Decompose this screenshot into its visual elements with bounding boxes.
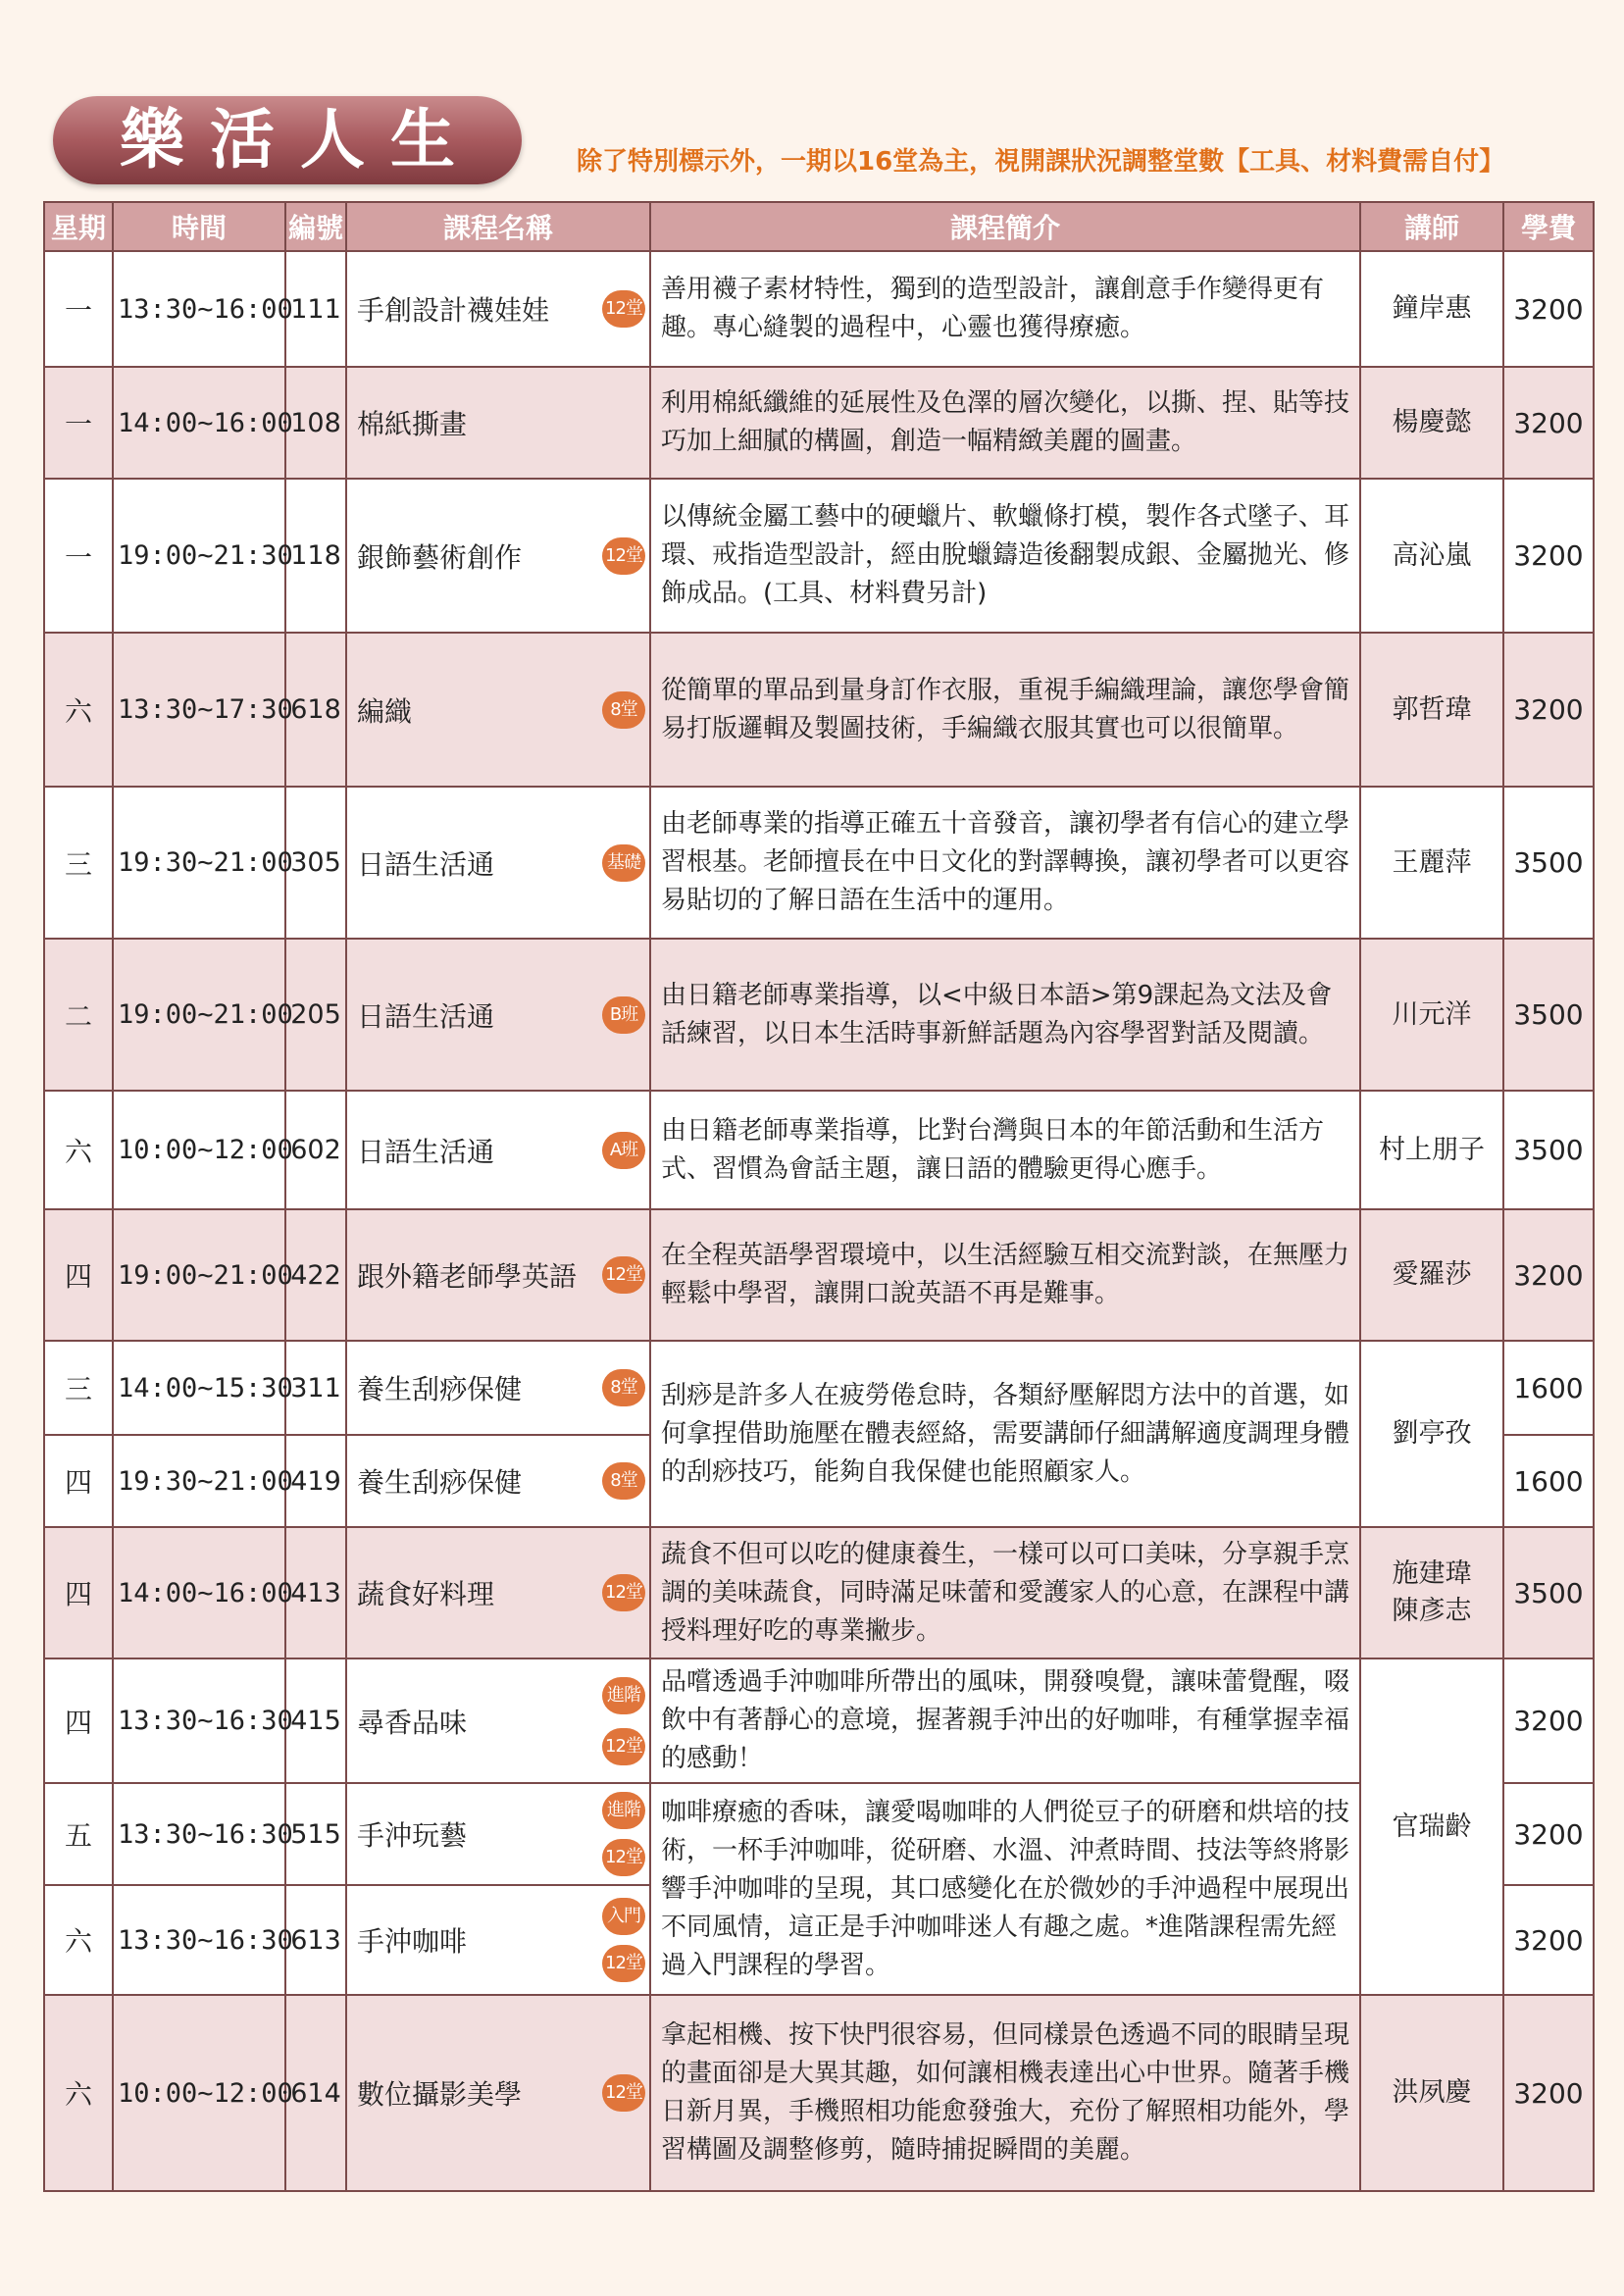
session-badge: 12堂: [602, 537, 645, 575]
time-cell: 10:00~12:00: [113, 1091, 285, 1209]
class-badge: B班: [602, 996, 645, 1034]
day-cell: 三: [44, 1341, 113, 1435]
time-cell: 10:00~12:00: [113, 1995, 285, 2191]
session-badge: 12堂: [602, 2074, 645, 2112]
session-badge: 12堂: [602, 1945, 645, 1982]
course-name-cell: [346, 1885, 650, 1995]
course-name-cell: [346, 1091, 650, 1209]
code-cell: 515: [285, 1783, 346, 1885]
code-cell: 415: [285, 1658, 346, 1783]
course-name: 銀飾藝術創作: [357, 540, 523, 574]
fee-cell: 3200: [1503, 1885, 1594, 1995]
desc-cell: 蔬食不但可以吃的健康養生，一樣可以可口美味，分享親手烹調的美味蔬食，同時滿足味蕾和愛護家人的心意，在課程中講授料理好吃的專業撇步。: [650, 1527, 1360, 1658]
fee-cell: 3200: [1503, 633, 1594, 787]
table-row: [44, 1209, 1594, 1341]
col-header-fee: 學費: [1503, 202, 1594, 251]
day-cell: 六: [44, 633, 113, 787]
day-cell: 六: [44, 1091, 113, 1209]
session-badge: 12堂: [602, 1839, 645, 1876]
teacher-name: 施建瑋: [1392, 1558, 1472, 1589]
teacher-cell: 楊慶懿: [1360, 367, 1503, 479]
session-badge: 12堂: [602, 1574, 645, 1611]
fee-cell: 3500: [1503, 1091, 1594, 1209]
desc-cell: 由老師專業的指導正確五十音發音，讓初學者有信心的建立學習根基。老師擅長在中日文化的對譯轉換，讓初學者可以更容易貼切的了解日語在生活中的運用。: [650, 787, 1360, 939]
time-cell: 19:00~21:00: [113, 1209, 285, 1341]
time-cell: 19:30~21:00: [113, 787, 285, 939]
teacher-cell: 王麗萍: [1360, 787, 1503, 939]
table-row: [44, 367, 1594, 479]
fee-cell: 3200: [1503, 251, 1594, 367]
table-row: [44, 1091, 1594, 1209]
table-row: [44, 1658, 1594, 1783]
course-name-cell: [346, 1435, 650, 1527]
time-cell: 13:30~16:00: [113, 251, 285, 367]
desc-cell: 善用襪子素材特性，獨到的造型設計，讓創意手作變得更有趣。專心縫製的過程中，心靈也獲得療癒。: [650, 251, 1360, 367]
desc-cell: 品嚐透過手沖咖啡所帶出的風味，開發嗅覺，讓味蕾覺醒，啜飲中有著靜心的意境，握著親手沖出的好咖啡，有種掌握幸福的感動！: [650, 1658, 1360, 1783]
level-badge: 基礎: [602, 844, 645, 882]
day-cell: 六: [44, 1885, 113, 1995]
fee-cell: 3500: [1503, 787, 1594, 939]
fee-cell: 1600: [1503, 1435, 1594, 1527]
teacher-name: 陳彥志: [1392, 1596, 1472, 1626]
desc-cell: 拿起相機、按下快門很容易，但同樣景色透過不同的眼睛呈現的畫面卻是大異其趣，如何讓相機表達出心中世界。隨著手機日新月異，手機照相功能愈發強大，充份了解照相功能外，學習構圖及調整修剪，隨時捕捉瞬間的美麗。: [650, 1995, 1360, 2191]
fee-cell: 3200: [1503, 1995, 1594, 2191]
table-row: [44, 1527, 1594, 1658]
teacher-cell: 官瑞齡: [1360, 1658, 1503, 1995]
day-cell: 一: [44, 367, 113, 479]
col-header-desc: 課程簡介: [650, 202, 1360, 251]
course-name-cell: [346, 939, 650, 1091]
code-cell: 618: [285, 633, 346, 787]
code-cell: 602: [285, 1091, 346, 1209]
time-cell: 13:30~16:30: [113, 1885, 285, 1995]
teacher-cell: 劉亭孜: [1360, 1341, 1503, 1527]
day-cell: 五: [44, 1783, 113, 1885]
session-badge: 8堂: [602, 691, 645, 729]
day-cell: 一: [44, 479, 113, 633]
teacher-cell: 郭哲瑋: [1360, 633, 1503, 787]
fee-cell: 3500: [1503, 939, 1594, 1091]
course-name-cell: [346, 1783, 650, 1885]
day-cell: 四: [44, 1658, 113, 1783]
day-cell: 二: [44, 939, 113, 1091]
table-row: [44, 479, 1594, 633]
desc-cell: 咖啡療癒的香味，讓愛喝咖啡的人們從豆子的研磨和烘培的技術，一杯手沖咖啡，從研磨、水溫、沖煮時間、技法等終將影響手沖咖啡的呈現，其口感變化在於微妙的手沖過程中展現出不同風情，這正是手沖咖啡迷人有趣之處。*進階課程需先經過入門課程的學習。: [650, 1783, 1360, 1995]
code-cell: 111: [285, 251, 346, 367]
teacher-cell: 川元洋: [1360, 939, 1503, 1091]
code-cell: 205: [285, 939, 346, 1091]
time-cell: 14:00~15:30: [113, 1341, 285, 1435]
course-name-cell: [346, 251, 650, 367]
level-badge: 進階: [602, 1677, 645, 1714]
fee-cell: 3200: [1503, 1209, 1594, 1341]
page-title: 樂活人生: [53, 96, 522, 184]
day-cell: 四: [44, 1435, 113, 1527]
desc-cell: 刮痧是許多人在疲勞倦怠時，各類紓壓解悶方法中的首選，如何拿捏借助施壓在體表經絡，需要講師仔細講解適度調理身體的刮痧技巧，能夠自我保健也能照顧家人。: [650, 1341, 1360, 1527]
course-name-cell: [346, 787, 650, 939]
level-badge: 進階: [602, 1792, 645, 1829]
col-header-code: 編號: [285, 202, 346, 251]
fee-cell: 3200: [1503, 1658, 1594, 1783]
time-cell: 19:00~21:30: [113, 479, 285, 633]
day-cell: 六: [44, 1995, 113, 2191]
col-header-name: 課程名稱: [346, 202, 650, 251]
code-cell: 311: [285, 1341, 346, 1435]
desc-cell: 由日籍老師專業指導，比對台灣與日本的年節活動和生活方式、習慣為會話主題，讓日語的體驗更得心應手。: [650, 1091, 1360, 1209]
table-header: [44, 202, 1594, 251]
course-name-cell: [346, 1658, 650, 1783]
teacher-cell: 村上朋子: [1360, 1091, 1503, 1209]
course-name: 養生刮痧保健: [357, 1373, 523, 1405]
course-name: 編織: [357, 694, 413, 728]
time-cell: 19:00~21:00: [113, 939, 285, 1091]
course-name: 手沖玩藝: [357, 1819, 468, 1852]
fee-cell: 3200: [1503, 479, 1594, 633]
course-name-cell: [346, 1341, 650, 1435]
day-cell: 三: [44, 787, 113, 939]
desc-cell: 由日籍老師專業指導，以<中級日本語>第9課起為文法及會話練習，以日本生活時事新鮮話題為內容學習對話及閱讀。: [650, 939, 1360, 1091]
course-name: 棉紙撕畫: [357, 408, 468, 440]
course-name-cell: [346, 367, 650, 479]
table-row: [44, 251, 1594, 367]
table-row: [44, 939, 1594, 1091]
table-row: [44, 1995, 1594, 2191]
course-name: 蔬食好料理: [357, 1578, 495, 1610]
day-cell: 四: [44, 1209, 113, 1341]
course-name-cell: [346, 1209, 650, 1341]
course-name: 跟外籍老師學英語: [357, 1260, 578, 1293]
table-row: [44, 633, 1594, 787]
col-header-day: 星期: [44, 202, 113, 251]
desc-cell: 以傳統金屬工藝中的硬蠟片、軟蠟條打模，製作各式墜子、耳環、戒指造型設計，經由脫蠟鑄造後翻製成銀、金屬拋光、修飾成品。(工具、材料費另計): [650, 479, 1360, 633]
code-cell: 614: [285, 1995, 346, 2191]
class-badge: A班: [602, 1132, 645, 1169]
col-header-time: 時間: [113, 202, 285, 251]
code-cell: 613: [285, 1885, 346, 1995]
desc-cell: 從簡單的單品到量身訂作衣服，重視手編織理論，讓您學會簡易打版邏輯及製圖技術，手編織衣服其實也可以很簡單。: [650, 633, 1360, 787]
desc-cell: 在全程英語學習環境中，以生活經驗互相交流對談，在無壓力輕鬆中學習，讓開口說英語不再是難事。: [650, 1209, 1360, 1341]
course-table: [43, 201, 1595, 2192]
col-header-teacher: 講師: [1360, 202, 1503, 251]
course-name: 日語生活通: [357, 1135, 495, 1168]
day-cell: 一: [44, 251, 113, 367]
code-cell: 422: [285, 1209, 346, 1341]
course-name: 尋香品味: [357, 1706, 468, 1739]
session-badge: 8堂: [602, 1462, 645, 1500]
code-cell: 118: [285, 479, 346, 633]
time-cell: 14:00~16:00: [113, 1527, 285, 1658]
session-badge: 8堂: [602, 1369, 645, 1406]
code-cell: 305: [285, 787, 346, 939]
time-cell: 13:30~17:30: [113, 633, 285, 787]
time-cell: 13:30~16:30: [113, 1658, 285, 1783]
course-name-cell: [346, 1995, 650, 2191]
code-cell: 108: [285, 367, 346, 479]
table-row: [44, 787, 1594, 939]
time-cell: 14:00~16:00: [113, 367, 285, 479]
level-badge: 入門: [602, 1898, 645, 1935]
session-badge: 12堂: [602, 1728, 645, 1765]
course-name: 養生刮痧保健: [357, 1466, 523, 1499]
course-name-cell: [346, 633, 650, 787]
course-name-cell: [346, 1527, 650, 1658]
time-cell: 19:30~21:00: [113, 1435, 285, 1527]
teacher-cell: 高沁嵐: [1360, 479, 1503, 633]
course-name: 日語生活通: [357, 999, 495, 1033]
time-cell: 13:30~16:30: [113, 1783, 285, 1885]
course-name: 手沖咖啡: [357, 1925, 468, 1958]
desc-cell: 利用棉紙纖維的延展性及色澤的層次變化，以撕、捏、貼等技巧加上細膩的構圖，創造一幅精緻美麗的圖畫。: [650, 367, 1360, 479]
course-name: 手創設計襪娃娃: [357, 294, 550, 327]
code-cell: 413: [285, 1527, 346, 1658]
header-note: 除了特別標示外，一期以16堂為主，視開課狀況調整堂數【工具、材料費需自付】: [577, 147, 1505, 177]
code-cell: 419: [285, 1435, 346, 1527]
teacher-cell: [1360, 1527, 1503, 1658]
table-row: [44, 1341, 1594, 1435]
fee-cell: 3200: [1503, 367, 1594, 479]
session-badge: 12堂: [602, 1256, 645, 1294]
day-cell: 四: [44, 1527, 113, 1658]
session-badge: 12堂: [602, 290, 645, 328]
fee-cell: 3500: [1503, 1527, 1594, 1658]
course-name-cell: [346, 479, 650, 633]
fee-cell: 1600: [1503, 1341, 1594, 1435]
fee-cell: 3200: [1503, 1783, 1594, 1885]
teacher-cell: 洪夙慶: [1360, 1995, 1503, 2191]
course-name: 日語生活通: [357, 847, 495, 881]
teacher-cell: 愛羅莎: [1360, 1209, 1503, 1341]
teacher-cell: 鐘岸惠: [1360, 251, 1503, 367]
course-name: 數位攝影美學: [357, 2078, 523, 2111]
